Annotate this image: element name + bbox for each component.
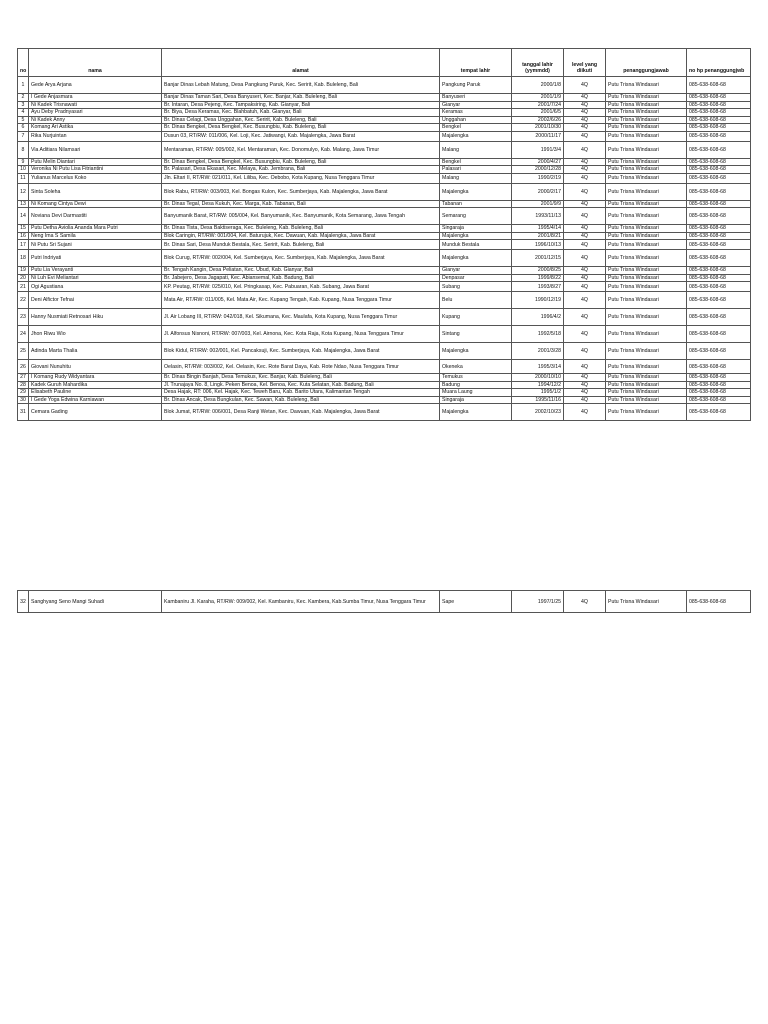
cell-hp: 085-638-608-68	[687, 116, 751, 124]
cell-level: 4Q	[564, 267, 606, 275]
cell-hp: 085-638-608-68	[687, 267, 751, 275]
cell-no: 22	[18, 292, 29, 309]
cell-no: 8	[18, 141, 29, 158]
table-row	[18, 389, 751, 397]
cell-alamat: Br. Dinas Bengkel, Desa Bengkel, Kec. Busungbiu, Kab. Buleleng, Bali	[162, 124, 440, 132]
cell-alamat: Br. Dinas Tegal, Desa Kukuh, Kec. Marga, Kab. Tabanan, Bali	[162, 200, 440, 208]
cell-tgl: 2000/1/8	[512, 77, 564, 94]
table-row	[18, 292, 751, 309]
cell-tgl: 2001/6/5	[512, 109, 564, 117]
cell-tempat: Denpasar	[440, 274, 512, 282]
cell-no: 6	[18, 124, 29, 132]
cell-level: 4Q	[564, 200, 606, 208]
header-tanggal-lahir: tanggal lahir (yymmdd)	[512, 49, 564, 77]
table-row	[18, 131, 751, 141]
cell-tempat: Majalengka	[440, 232, 512, 240]
cell-tgl: 2000/4/27	[512, 158, 564, 166]
cell-no: 10	[18, 166, 29, 174]
cell-level: 4Q	[564, 250, 606, 267]
cell-tgl: 1991/3/4	[512, 141, 564, 158]
cell-no: 20	[18, 274, 29, 282]
cell-level: 4Q	[564, 116, 606, 124]
cell-nama: Hanny Nusmiati Retnosari Hiku	[29, 309, 162, 326]
cell-nama: Putri Indriyati	[29, 250, 162, 267]
cell-no: 16	[18, 232, 29, 240]
cell-no: 21	[18, 282, 29, 292]
cell-level: 4Q	[564, 141, 606, 158]
table-row	[18, 208, 751, 225]
cell-tempat: Belu	[440, 292, 512, 309]
cell-hp: 085-638-608-68	[687, 124, 751, 132]
table-row	[18, 225, 751, 233]
cell-tempat: Bengkel	[440, 124, 512, 132]
cell-tempat: Tabanan	[440, 200, 512, 208]
cell-hp: 085-638-608-68	[687, 183, 751, 200]
cell-tempat: Singaraja	[440, 396, 512, 404]
cell-level: 4Q	[564, 183, 606, 200]
cell-level: 4Q	[564, 232, 606, 240]
cell-nama: Via Aditiara Nilamsari	[29, 141, 162, 158]
cell-tempat: Singaraja	[440, 225, 512, 233]
cell-alamat: Blok Caringin, RT/RW: 001/004, Kel. Baturujuk, Kec. Dawuan, Kab. Majalengka, Jawa Barat	[162, 232, 440, 240]
cell-hp: 085-638-608-68	[687, 309, 751, 326]
cell-no: 24	[18, 326, 29, 343]
cell-pj: Putu Trisna Windasari	[606, 274, 687, 282]
cell-no: 9	[18, 158, 29, 166]
cell-hp: 085-638-608-68	[687, 274, 751, 282]
cell-pj: Putu Trisna Windasari	[606, 94, 687, 102]
cell-nama: Ni Komang Cintya Dewi	[29, 200, 162, 208]
cell-pj: Putu Trisna Windasari	[606, 124, 687, 132]
cell-nama: Veronika Ni Putu Lisa Fitriantini	[29, 166, 162, 174]
cell-alamat: Blok Curug, RT/RW: 002/004, Kel. Sumberjaya, Kec. Sumberjaya, Kab. Majalengka, Jawa Barat	[162, 250, 440, 267]
cell-pj: Putu Trisna Windasari	[606, 343, 687, 360]
cell-hp: 085-638-608-68	[687, 250, 751, 267]
cell-tempat: Gianyar	[440, 267, 512, 275]
table-row	[18, 326, 751, 343]
cell-alamat: Br. Dinas Sari, Desa Munduk Bestala, Kec. Seririt, Kab. Buleleng, Bali	[162, 240, 440, 250]
cell-hp: 085-638-608-68	[687, 131, 751, 141]
cell-tgl: 2001/7/24	[512, 101, 564, 109]
cell-hp: 085-638-608-68	[687, 101, 751, 109]
table-row	[18, 124, 751, 132]
cell-no: 1	[18, 77, 29, 94]
cell-level: 4Q	[564, 309, 606, 326]
cell-tgl: 2001/8/21	[512, 232, 564, 240]
cell-pj: Putu Trisna Windasari	[606, 200, 687, 208]
cell-level: 4Q	[564, 240, 606, 250]
cell-tempat: Pangkung Paruk	[440, 77, 512, 94]
cell-hp: 085-638-608-68	[687, 173, 751, 183]
cell-no: 31	[18, 404, 29, 421]
table-row	[18, 250, 751, 267]
cell-hp: 085-638-608-68	[687, 360, 751, 374]
cell-alamat: Br. Intaran, Desa Pejeng, Kec. Tampaksiring, Kab. Gianyar, Bali	[162, 101, 440, 109]
cell-alamat: Br. Dinas Tista, Desa Baktiseraga, Kec. Buleleng, Kab. Buleleng, Bali	[162, 225, 440, 233]
cell-tgl: 2000/12/28	[512, 166, 564, 174]
cell-level: 4Q	[564, 208, 606, 225]
cell-hp: 085-638-608-68	[687, 166, 751, 174]
cell-tgl: 1999/8/22	[512, 274, 564, 282]
cell-no: 3	[18, 101, 29, 109]
cell-nama: Deni Alfictor Tefnai	[29, 292, 162, 309]
cell-level: 4Q	[564, 389, 606, 397]
cell-no: 7	[18, 131, 29, 141]
cell-nama: I Komang Rudy Widyantara	[29, 374, 162, 382]
table-row	[18, 360, 751, 374]
cell-hp: 085-638-608-68	[687, 343, 751, 360]
table-row	[18, 282, 751, 292]
cell-no: 15	[18, 225, 29, 233]
cell-nama: Yulianus Marcelus Koko	[29, 173, 162, 183]
cell-nama: Putu Detha Aviolia Ananda Mara Putri	[29, 225, 162, 233]
cell-alamat: Br. Dinas Ancak, Desa Bungkulan, Kec. Sawan, Kab. Buleleng, Bali	[162, 396, 440, 404]
cell-nama: Ni Putu Sri Sujani	[29, 240, 162, 250]
cell-nama: Cemara Gading	[29, 404, 162, 421]
cell-tgl: 2001/1/9	[512, 94, 564, 102]
cell-alamat: Banjar Dinas Lebah Matung, Desa Pangkung Paruk, Kec. Seririt, Kab. Buleleng, Bali	[162, 77, 440, 94]
cell-tempat: Kupang	[440, 309, 512, 326]
cell-tempat: Palasari	[440, 166, 512, 174]
cell-pj: Putu Trisna Windasari	[606, 267, 687, 275]
cell-no: 19	[18, 267, 29, 275]
cell-tempat: Gianyar	[440, 101, 512, 109]
table-row	[18, 200, 751, 208]
cell-alamat: Banyumanik Barat, RT/RW: 005/004, Kel. Banyumanik, Kec. Banyumanik, Kota Semarang, Jawa Tengah	[162, 208, 440, 225]
cell-tgl: 2001/12/15	[512, 250, 564, 267]
cell-alamat: Desa Hajak, RT: 006, Kel. Hajak, Kec. Teweh Baru, Kab. Barito Utara, Kalimantan Tengah	[162, 389, 440, 397]
cell-nama: I Gede Yoga Edwina Karniawan	[29, 396, 162, 404]
cell-nama: Kadek Guruh Mahardika	[29, 381, 162, 389]
cell-level: 4Q	[564, 374, 606, 382]
cell-alamat: Br. Dinas Celagi, Desa Unggahan, Kec. Seririt, Kab. Buleleng, Bali	[162, 116, 440, 124]
table-row	[18, 274, 751, 282]
cell-pj: Putu Trisna Windasari	[606, 208, 687, 225]
cell-level: 4Q	[564, 131, 606, 141]
cell-level: 4Q	[564, 101, 606, 109]
cell-no: 11	[18, 173, 29, 183]
cell-level: 4Q	[564, 274, 606, 282]
cell-tgl: 2001/9/9	[512, 200, 564, 208]
cell-no: 30	[18, 396, 29, 404]
cell-tempat: Semarang	[440, 208, 512, 225]
table-row	[18, 109, 751, 117]
table-row	[18, 94, 751, 102]
cell-tgl: 2000/8/25	[512, 267, 564, 275]
cell-tempat: Majalengka	[440, 131, 512, 141]
cell-hp: 085-638-608-68	[687, 292, 751, 309]
cell-no: 13	[18, 200, 29, 208]
cell-level: 4Q	[564, 282, 606, 292]
cell-tempat: Badung	[440, 381, 512, 389]
cell-nama: Ni Kadek Anny	[29, 116, 162, 124]
cell-nama: Giovani Nunuhitu	[29, 360, 162, 374]
cell-tgl: 1992/5/18	[512, 326, 564, 343]
cell-pj: Putu Trisna Windasari	[606, 282, 687, 292]
cell-tgl: 1993/8/27	[512, 282, 564, 292]
cell-tempat: Subang	[440, 282, 512, 292]
cell-level: 4Q	[564, 396, 606, 404]
table-row	[18, 309, 751, 326]
cell-tgl: 1995/1/2	[512, 389, 564, 397]
cell-nama: Noviana Devi Darmastiti	[29, 208, 162, 225]
header-hp: no hp penanggungjwb	[687, 49, 751, 77]
cell-tempat: Malang	[440, 173, 512, 183]
cell-tgl: 1996/10/13	[512, 240, 564, 250]
cell-tempat: Majalengka	[440, 343, 512, 360]
cell-tempat: Malang	[440, 141, 512, 158]
cell-level: 4Q	[564, 225, 606, 233]
cell-nama: Ni Kadek Trisnawati	[29, 101, 162, 109]
table-row	[18, 77, 751, 94]
cell-pj: Putu Trisna Windasari	[606, 240, 687, 250]
cell-alamat: Blok Kidul, RT/RW: 002/001, Kel. Pancaksuji, Kec. Sumberjaya, Kab. Majalengka, Jawa Barat	[162, 343, 440, 360]
cell-nama: Elisabeth Pauline	[29, 389, 162, 397]
cell-tempat: Banyuseri	[440, 94, 512, 102]
cell-alamat: Br. Biya, Desa Keramas, Kec. Blahbatuh, Kab. Gianyar, Bali	[162, 109, 440, 117]
table-row	[18, 101, 751, 109]
cell-pj: Putu Trisna Windasari	[606, 173, 687, 183]
cell-level: 4Q	[564, 292, 606, 309]
cell-pj: Putu Trisna Windasari	[606, 389, 687, 397]
cell-level: 4Q	[564, 77, 606, 94]
cell-pj: Putu Trisna Windasari	[606, 374, 687, 382]
cell-no: 17	[18, 240, 29, 250]
cell-no: 25	[18, 343, 29, 360]
cell-pj: Putu Trisna Windasari	[606, 591, 687, 613]
cell-level: 4Q	[564, 591, 606, 613]
cell-hp: 085-638-608-68	[687, 389, 751, 397]
header-no: no	[18, 49, 29, 77]
cell-hp: 085-638-608-68	[687, 208, 751, 225]
cell-nama: Rika Nurjuintan	[29, 131, 162, 141]
cell-hp: 085-638-608-68	[687, 77, 751, 94]
cell-tgl: 2002/6/26	[512, 116, 564, 124]
table-row	[18, 591, 751, 613]
table-row	[18, 141, 751, 158]
cell-hp: 085-638-608-68	[687, 141, 751, 158]
cell-tgl: 1995/11/16	[512, 396, 564, 404]
cell-tempat: Sintang	[440, 326, 512, 343]
cell-alamat: Dusun 03, RT/RW: 011/006, Kel. Loji, Kec. Jatiwangi, Kab. Majalengka, Jawa Barat	[162, 131, 440, 141]
cell-alamat: KP. Peutag, RT/RW: 025/010, Kel. Pringkasap, Kec. Pabuaran, Kab. Subang, Jawa Barat	[162, 282, 440, 292]
cell-alamat: Blok Jumat, RT/RW: 006/001, Desa Ranji Wetan, Kec. Dawuan, Kab. Majalengka, Jawa Barat	[162, 404, 440, 421]
header-level: level yang diikuti	[564, 49, 606, 77]
cell-pj: Putu Trisna Windasari	[606, 292, 687, 309]
cell-nama: Gede Arya Arjana	[29, 77, 162, 94]
cell-hp: 085-638-608-68	[687, 396, 751, 404]
cell-alamat: Jl. Alfonsus Nisnoni, RT/RW: 007/003, Kel. Airnona, Kec. Kota Raja, Kota Kupang, Nusa Tenggara Timur	[162, 326, 440, 343]
cell-tempat: Keramas	[440, 109, 512, 117]
cell-pj: Putu Trisna Windasari	[606, 109, 687, 117]
cell-hp: 085-638-608-68	[687, 225, 751, 233]
cell-tgl: 1990/2/19	[512, 173, 564, 183]
cell-pj: Putu Trisna Windasari	[606, 116, 687, 124]
cell-pj: Putu Trisna Windasari	[606, 183, 687, 200]
cell-hp: 085-638-608-68	[687, 200, 751, 208]
cell-hp: 085-638-608-68	[687, 326, 751, 343]
cell-no: 2	[18, 94, 29, 102]
header-row	[18, 49, 751, 77]
cell-tgl: 2001/3/28	[512, 343, 564, 360]
table-row	[18, 343, 751, 360]
cell-tgl: 1995/4/14	[512, 225, 564, 233]
header-tempat-lahir: tempat lahir	[440, 49, 512, 77]
cell-hp: 085-638-608-68	[687, 109, 751, 117]
participant-table-extra	[17, 590, 751, 613]
cell-no: 4	[18, 109, 29, 117]
table-row	[18, 404, 751, 421]
cell-level: 4Q	[564, 109, 606, 117]
cell-pj: Putu Trisna Windasari	[606, 141, 687, 158]
cell-pj: Putu Trisna Windasari	[606, 158, 687, 166]
cell-nama: Neng Ima S Samila	[29, 232, 162, 240]
cell-pj: Putu Trisna Windasari	[606, 250, 687, 267]
cell-level: 4Q	[564, 173, 606, 183]
cell-pj: Putu Trisna Windasari	[606, 225, 687, 233]
cell-no: 32	[18, 591, 29, 613]
cell-level: 4Q	[564, 343, 606, 360]
cell-tempat: Sape	[440, 591, 512, 613]
cell-no: 23	[18, 309, 29, 326]
table-row	[18, 173, 751, 183]
cell-pj: Putu Trisna Windasari	[606, 360, 687, 374]
cell-nama: Putu Melin Diantari	[29, 158, 162, 166]
cell-no: 28	[18, 381, 29, 389]
cell-nama: Komang Ari Astika	[29, 124, 162, 132]
cell-alamat: Kambaniru Jl. Karaha, RT/RW: 009/002, Kel. Kambaniru, Kec. Kambera, Kab.Sumba Timur, Nusa Tenggara Timur	[162, 591, 440, 613]
cell-no: 18	[18, 250, 29, 267]
cell-pj: Putu Trisna Windasari	[606, 131, 687, 141]
table-row	[18, 232, 751, 240]
cell-alamat: Jl. Air Lobang III, RT/RW: 042/018, Kel. Sikumana, Kec. Maulafa, Kota Kupang, Nusa Tenggara Timur	[162, 309, 440, 326]
cell-nama: Sinta Soleha	[29, 183, 162, 200]
header-nama: nama	[29, 49, 162, 77]
cell-level: 4Q	[564, 158, 606, 166]
cell-hp: 085-638-608-68	[687, 94, 751, 102]
table-row	[18, 183, 751, 200]
header-penanggungjawab: penanggungjawab	[606, 49, 687, 77]
cell-alamat: Blok Rabu, RT/RW: 003/003, Kel. Bongas Kulon, Kec. Sumberjaya, Kab. Majalengka, Jawa Barat	[162, 183, 440, 200]
cell-pj: Putu Trisna Windasari	[606, 396, 687, 404]
cell-alamat: Oelasin, RT/RW: 003/002, Kel. Oelasin, Kec. Rote Barat Daya, Kab. Rote Ndao, Nusa Tenggara Timur	[162, 360, 440, 374]
cell-no: 26	[18, 360, 29, 374]
cell-tgl: 2000/10/10	[512, 374, 564, 382]
cell-no: 14	[18, 208, 29, 225]
header-alamat: alamat	[162, 49, 440, 77]
cell-nama: Jhon Riwu Wio	[29, 326, 162, 343]
cell-nama: Putu Lia Verayanti	[29, 267, 162, 275]
cell-pj: Putu Trisna Windasari	[606, 232, 687, 240]
cell-hp: 085-638-608-68	[687, 404, 751, 421]
cell-hp: 085-638-608-68	[687, 374, 751, 382]
cell-level: 4Q	[564, 404, 606, 421]
cell-nama: Sanghyang Seno Mangi Suhadi	[29, 591, 162, 613]
cell-nama: I Gede Anjasmara	[29, 94, 162, 102]
cell-level: 4Q	[564, 360, 606, 374]
cell-no: 29	[18, 389, 29, 397]
cell-tgl: 2000/2/17	[512, 183, 564, 200]
cell-no: 5	[18, 116, 29, 124]
cell-hp: 085-638-608-68	[687, 232, 751, 240]
cell-tempat: Majalengka	[440, 250, 512, 267]
cell-tempat: Unggahan	[440, 116, 512, 124]
cell-hp: 085-638-608-68	[687, 240, 751, 250]
cell-nama: Ni Luh Evi Meliantari	[29, 274, 162, 282]
table-row	[18, 267, 751, 275]
cell-level: 4Q	[564, 124, 606, 132]
cell-pj: Putu Trisna Windasari	[606, 404, 687, 421]
participant-table	[17, 48, 751, 421]
table-row	[18, 166, 751, 174]
cell-tempat: Bengkel	[440, 158, 512, 166]
cell-hp: 085-638-608-68	[687, 591, 751, 613]
cell-alamat: Banjar Dinas Taman Sari, Desa Banyuseri, Kec. Banjar, Kab. Buleleng, Bali	[162, 94, 440, 102]
cell-pj: Putu Trisna Windasari	[606, 381, 687, 389]
cell-alamat: Br. Jabejero, Desa Jagapati, Kec. Abiansemal, Kab. Badung, Bali	[162, 274, 440, 282]
table-row	[18, 374, 751, 382]
table-row	[18, 396, 751, 404]
cell-pj: Putu Trisna Windasari	[606, 166, 687, 174]
cell-no: 12	[18, 183, 29, 200]
table-row	[18, 240, 751, 250]
cell-alamat: Jln. Eltari II, RT/RW: 021/011, Kel. Liliba, Kec. Oebobo, Kota Kupang, Nusa Tenggara Timur	[162, 173, 440, 183]
cell-no: 27	[18, 374, 29, 382]
cell-alamat: Br. Dinas Bengkel, Desa Bengkel, Kec. Busungbiu, Kab. Buleleng, Bali	[162, 158, 440, 166]
cell-level: 4Q	[564, 381, 606, 389]
cell-tgl: 1996/4/2	[512, 309, 564, 326]
cell-alamat: Mata Air, RT/RW: 011/005, Kel. Mata Air, Kec. Kupang Tengah, Kab. Kupang, Nusa Tenggara Timur	[162, 292, 440, 309]
cell-level: 4Q	[564, 166, 606, 174]
cell-nama: Adinda Marta Thalia	[29, 343, 162, 360]
cell-tgl: 1994/12/2	[512, 381, 564, 389]
cell-tempat: Majalengka	[440, 404, 512, 421]
cell-alamat: Br. Dinas Bingin Banjah, Desa Temukus, Kec. Banjar, Kab. Buleleng, Bali	[162, 374, 440, 382]
table-row	[18, 381, 751, 389]
cell-tgl: 1997/1/25	[512, 591, 564, 613]
cell-hp: 085-638-608-68	[687, 381, 751, 389]
cell-hp: 085-638-608-68	[687, 282, 751, 292]
cell-tgl: 1990/12/19	[512, 292, 564, 309]
cell-tempat: Munduk Bestala	[440, 240, 512, 250]
cell-level: 4Q	[564, 326, 606, 343]
cell-tempat: Okeneka	[440, 360, 512, 374]
cell-tempat: Muara Laung	[440, 389, 512, 397]
cell-pj: Putu Trisna Windasari	[606, 309, 687, 326]
cell-tgl: 2000/11/17	[512, 131, 564, 141]
cell-hp: 085-638-608-68	[687, 158, 751, 166]
cell-tempat: Majalengka	[440, 183, 512, 200]
cell-nama: Ogi Agustiana	[29, 282, 162, 292]
cell-alamat: Br. Tengah Kangin, Desa Peliatan, Kec. Ubud, Kab. Gianyar, Bali	[162, 267, 440, 275]
cell-alamat: Mentaraman, RT/RW: 005/002, Kel. Mentaraman, Kec. Donomulyo, Kab. Malang, Jawa Timur	[162, 141, 440, 158]
cell-nama: Ayu Deby Pradnyasari	[29, 109, 162, 117]
table-row	[18, 158, 751, 166]
cell-tgl: 1993/11/13	[512, 208, 564, 225]
cell-pj: Putu Trisna Windasari	[606, 77, 687, 94]
cell-tgl: 2002/10/23	[512, 404, 564, 421]
cell-alamat: Br. Palasari, Desa Ekasari, Kec. Melaya, Kab. Jembrana, Bali	[162, 166, 440, 174]
table-row	[18, 116, 751, 124]
cell-tgl: 2001/10/30	[512, 124, 564, 132]
cell-tgl: 1995/3/14	[512, 360, 564, 374]
cell-alamat: Jl. Trunajaya No. 8, Lingk. Peken Benoa, Kel. Benoa, Kec. Kuta Selatan, Kab. Badung, Bali	[162, 381, 440, 389]
cell-tempat: Temukus	[440, 374, 512, 382]
cell-pj: Putu Trisna Windasari	[606, 326, 687, 343]
cell-pj: Putu Trisna Windasari	[606, 101, 687, 109]
cell-level: 4Q	[564, 94, 606, 102]
